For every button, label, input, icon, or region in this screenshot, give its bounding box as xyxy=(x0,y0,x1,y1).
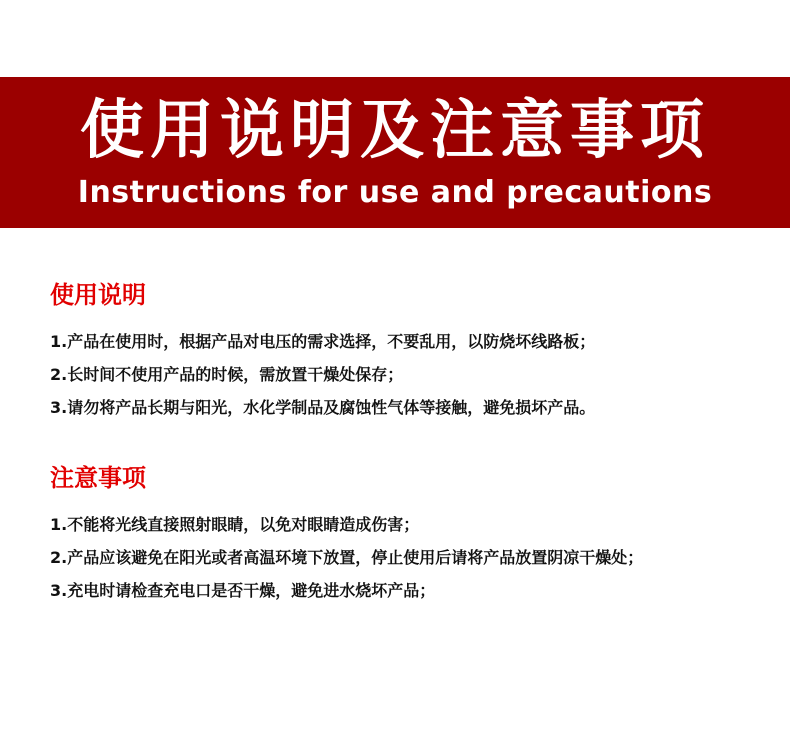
precautions-list xyxy=(50,508,643,607)
page-subtitle: Instructions for use and precautions xyxy=(77,175,713,210)
list-item: 1.产品在使用时，根据产品对电压的需求选择，不要乱用，以防烧坏线路板； xyxy=(50,332,596,351)
usage-instructions-list xyxy=(50,325,595,424)
section-heading-usage: 使用说明 xyxy=(50,281,146,309)
list-item: 2.产品应该避免在阳光或者高温环境下放置，停止使用后请将产品放置阴凉干燥处； xyxy=(50,548,644,567)
section-heading-precautions: 注意事项 xyxy=(50,464,146,492)
header-banner xyxy=(0,77,790,228)
list-item: 3.请勿将产品长期与阳光，水化学制品及腐蚀性气体等接触，避免损坏产品。 xyxy=(50,398,596,417)
list-item: 1.不能将光线直接照射眼睛，以免对眼睛造成伤害； xyxy=(50,515,420,534)
page-title: 使用说明及注意事项 xyxy=(80,94,710,168)
list-item: 2.长时间不使用产品的时候，需放置干燥处保存； xyxy=(50,365,404,384)
list-item: 3.充电时请检查充电口是否干燥，避免进水烧坏产品； xyxy=(50,581,436,600)
